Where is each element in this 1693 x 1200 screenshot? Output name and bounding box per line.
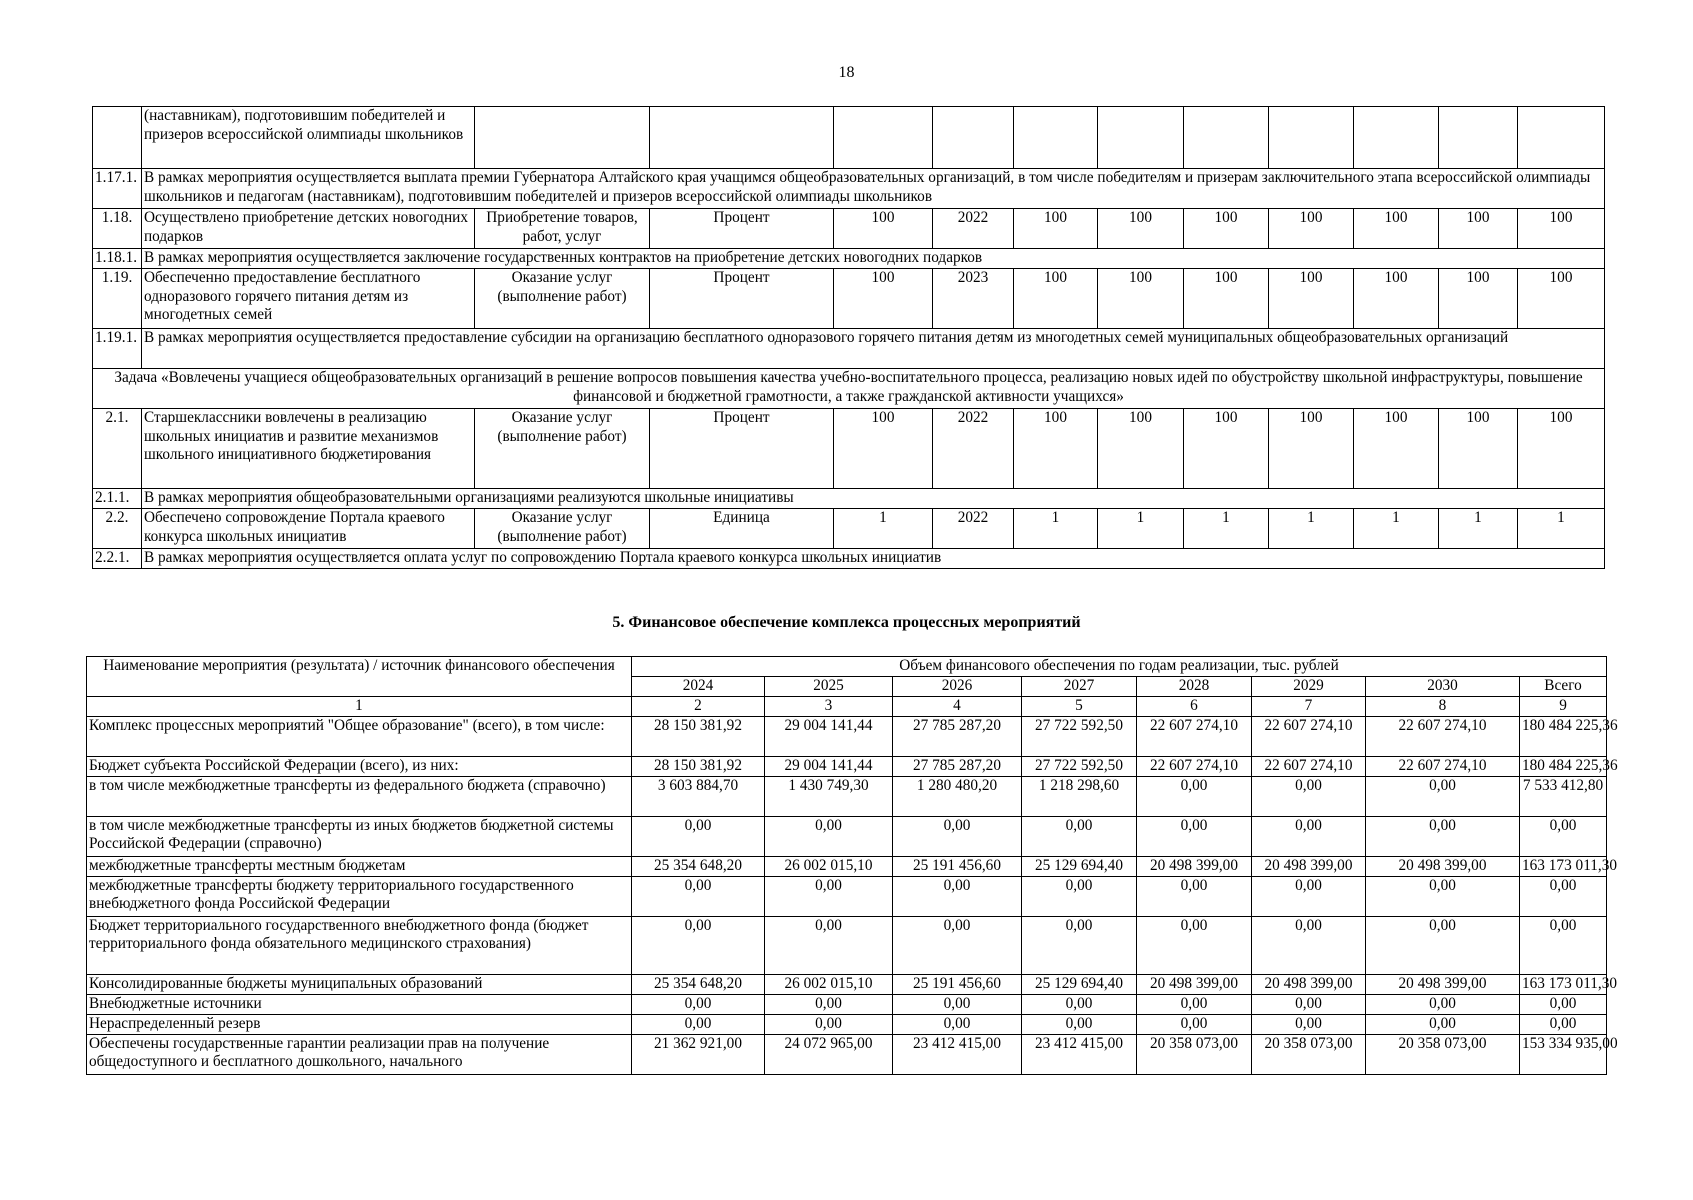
value-cell: 1	[1014, 509, 1098, 549]
amount-cell: 27 785 287,20	[893, 756, 1022, 776]
value-cell: 100	[1184, 209, 1269, 249]
amount-cell: 20 498 399,00	[1366, 974, 1520, 994]
year-header: 2029	[1252, 677, 1366, 697]
amount-cell: 180 484 225,36	[1520, 756, 1607, 776]
table-row	[87, 974, 1607, 994]
amount-cell: 0,00	[1366, 816, 1520, 856]
row-number: 1.19.	[93, 269, 142, 329]
amount-cell: 0,00	[1252, 816, 1366, 856]
amount-cell: 22 607 274,10	[1252, 716, 1366, 756]
amount-cell: 0,00	[632, 1014, 765, 1034]
table-row	[93, 269, 1605, 329]
amount-cell: 0,00	[1520, 876, 1607, 916]
source-name: Бюджет территориального государственного внебюджетного фонда (бюджет территориального фонда обязательного медицинского страхования)	[87, 916, 632, 974]
year-header: 2030	[1366, 677, 1520, 697]
amount-cell: 0,00	[1137, 994, 1252, 1014]
indicator-type: Оказание услуг (выполнение работ)	[475, 409, 650, 489]
amount-cell: 26 002 015,10	[765, 974, 893, 994]
amount-cell: 1 218 298,60	[1022, 776, 1137, 816]
amount-cell: 0,00	[632, 916, 765, 974]
value-cell: 100	[1014, 209, 1098, 249]
amount-cell: 20 498 399,00	[1252, 856, 1366, 876]
row-number: 1.18.	[93, 209, 142, 249]
table-row	[87, 776, 1607, 816]
value-cell: 100	[1269, 209, 1354, 249]
value-cell: 100	[1518, 269, 1605, 329]
amount-cell: 0,00	[765, 916, 893, 974]
amount-cell: 0,00	[1022, 916, 1137, 974]
amount-cell: 0,00	[1137, 876, 1252, 916]
indicator-unit: Процент	[650, 269, 834, 329]
source-name: Внебюджетные источники	[87, 994, 632, 1014]
description-text: В рамках мероприятия осуществляется предоставление субсидии на организацию бесплатного одноразового горячего питания детям из многодетных семей муниципальных общеобразовательных организаций	[142, 329, 1605, 369]
value-cell: 1	[1269, 509, 1354, 549]
indicator-type: Оказание услуг (выполнение работ)	[475, 509, 650, 549]
value-cell: 100	[1354, 269, 1439, 329]
amount-cell: 0,00	[765, 876, 893, 916]
table-row	[93, 209, 1605, 249]
description-text: В рамках мероприятия осуществляется заключение государственных контрактов на приобретение детских новогодних подарков	[142, 249, 1605, 269]
indicators-table	[92, 106, 1605, 569]
amount-cell: 23 412 415,00	[1022, 1034, 1137, 1074]
column-number: 4	[893, 697, 1022, 717]
year-header: 2028	[1137, 677, 1252, 697]
row-number: 2.2.	[93, 509, 142, 549]
section-title: 5. Финансовое обеспечение комплекса процессных мероприятий	[612, 614, 1081, 631]
column-number: 7	[1252, 697, 1366, 717]
amount-cell: 0,00	[1137, 776, 1252, 816]
amount-cell: 24 072 965,00	[765, 1034, 893, 1074]
amount-cell: 25 191 456,60	[893, 974, 1022, 994]
row-number: 2.2.1.	[93, 549, 142, 569]
column-number: 9	[1520, 697, 1607, 717]
row-number: 1.17.1.	[93, 169, 142, 209]
amount-cell: 0,00	[1022, 994, 1137, 1014]
amount-cell: 0,00	[765, 1014, 893, 1034]
indicator-unit: Процент	[650, 209, 834, 249]
amount-cell: 163 173 011,30	[1520, 856, 1607, 876]
amount-cell: 0,00	[1520, 916, 1607, 974]
value-cell: 1	[1354, 509, 1439, 549]
year-header: 2024	[632, 677, 765, 697]
amount-cell: 0,00	[1252, 994, 1366, 1014]
amount-cell: 0,00	[893, 816, 1022, 856]
base-year: 2022	[933, 209, 1014, 249]
value-cell: 100	[1439, 269, 1518, 329]
indicator-name: Обеспечено сопровождение Портала краевого конкурса школьных инициатив	[142, 509, 475, 549]
amount-cell: 25 354 648,20	[632, 974, 765, 994]
value-cell: 100	[1098, 209, 1184, 249]
year-header: Всего	[1520, 677, 1607, 697]
table-row	[87, 1014, 1607, 1034]
description-text: В рамках мероприятия общеобразовательными организациями реализуются школьные инициативы	[142, 489, 1605, 509]
amount-cell: 0,00	[893, 994, 1022, 1014]
value-cell: 1	[1184, 509, 1269, 549]
indicator-unit: Единица	[650, 509, 834, 549]
table-row	[87, 716, 1607, 756]
amount-cell: 27 785 287,20	[893, 716, 1022, 756]
task-heading: Задача «Вовлечены учащиеся общеобразовательных организаций в решение вопросов повышения качества учебно-воспитательного процесса, реализацию новых идей по обустройству школьной инфраструктуры, повышение финансовой и бюджетной грамотности, а также гражданской активности учащихся»	[93, 369, 1605, 409]
column-header-name: Наименование мероприятия (результата) / источник финансового обеспечения	[87, 657, 632, 697]
table-row	[87, 816, 1607, 856]
table-row	[87, 994, 1607, 1014]
description-text: В рамках мероприятия осуществляется оплата услуг по сопровождению Портала краевого конкурса школьных инициатив	[142, 549, 1605, 569]
amount-cell: 153 334 935,00	[1520, 1034, 1607, 1074]
table-header-row	[87, 657, 1607, 677]
value-cell: 100	[1098, 409, 1184, 489]
amount-cell: 26 002 015,10	[765, 856, 893, 876]
value-cell: 100	[1439, 209, 1518, 249]
table-row	[93, 107, 1605, 169]
year-header: 2026	[893, 677, 1022, 697]
amount-cell: 0,00	[1252, 916, 1366, 974]
table-row	[87, 1034, 1607, 1074]
amount-cell: 27 722 592,50	[1022, 716, 1137, 756]
amount-cell: 0,00	[1022, 876, 1137, 916]
value-cell: 100	[1184, 409, 1269, 489]
amount-cell: 0,00	[1366, 994, 1520, 1014]
source-name: межбюджетные трансферты местным бюджетам	[87, 856, 632, 876]
table-row	[93, 509, 1605, 549]
amount-cell: 0,00	[1022, 816, 1137, 856]
amount-cell: 7 533 412,80	[1520, 776, 1607, 816]
amount-cell: 0,00	[765, 994, 893, 1014]
indicator-name: Осуществлено приобретение детских новогодних подарков	[142, 209, 475, 249]
base-year: 2023	[933, 269, 1014, 329]
amount-cell: 0,00	[1366, 776, 1520, 816]
row-number: 2.1.1.	[93, 489, 142, 509]
amount-cell: 0,00	[632, 994, 765, 1014]
base-value: 100	[834, 409, 933, 489]
year-header: 2025	[765, 677, 893, 697]
table-row	[93, 249, 1605, 269]
amount-cell: 0,00	[1137, 1014, 1252, 1034]
indicator-name: Старшеклассники вовлечены в реализацию школьных инициатив и развитие механизмов школьного инициативного бюджетирования	[142, 409, 475, 489]
value-cell: 100	[1098, 269, 1184, 329]
column-number: 8	[1366, 697, 1520, 717]
amount-cell: 0,00	[1137, 916, 1252, 974]
base-value: 1	[834, 509, 933, 549]
amount-cell: 25 129 694,40	[1022, 856, 1137, 876]
value-cell: 100	[1269, 269, 1354, 329]
table-row	[87, 756, 1607, 776]
amount-cell: 22 607 274,10	[1252, 756, 1366, 776]
value-cell: 100	[1354, 409, 1439, 489]
amount-cell: 0,00	[1252, 876, 1366, 916]
amount-cell: 22 607 274,10	[1366, 756, 1520, 776]
amount-cell: 25 354 648,20	[632, 856, 765, 876]
table-row	[87, 856, 1607, 876]
amount-cell: 0,00	[1520, 1014, 1607, 1034]
amount-cell: 25 129 694,40	[1022, 974, 1137, 994]
amount-cell: 0,00	[893, 1014, 1022, 1034]
value-cell: 100	[1518, 209, 1605, 249]
amount-cell: 29 004 141,44	[765, 716, 893, 756]
amount-cell: 0,00	[1252, 776, 1366, 816]
column-number: 5	[1022, 697, 1137, 717]
amount-cell: 22 607 274,10	[1137, 756, 1252, 776]
amount-cell: 20 498 399,00	[1137, 856, 1252, 876]
amount-cell: 28 150 381,92	[632, 716, 765, 756]
source-name: Нераспределенный резерв	[87, 1014, 632, 1034]
amount-cell: 0,00	[1520, 816, 1607, 856]
table-row	[87, 876, 1607, 916]
amount-cell: 0,00	[1252, 1014, 1366, 1034]
table-row	[93, 169, 1605, 209]
value-cell: 100	[1184, 269, 1269, 329]
base-year: 2022	[933, 409, 1014, 489]
amount-cell: 0,00	[765, 816, 893, 856]
column-header-group: Объем финансового обеспечения по годам реализации, тыс. рублей	[632, 657, 1607, 677]
amount-cell: 0,00	[1022, 1014, 1137, 1034]
row-number: 2.1.	[93, 409, 142, 489]
table-row	[93, 369, 1605, 409]
amount-cell: 0,00	[1366, 1014, 1520, 1034]
amount-cell: 0,00	[632, 876, 765, 916]
amount-cell: 20 358 073,00	[1137, 1034, 1252, 1074]
value-cell: 100	[1518, 409, 1605, 489]
amount-cell: 0,00	[632, 816, 765, 856]
finance-body	[87, 716, 1618, 1074]
column-number: 1	[87, 697, 632, 717]
amount-cell: 28 150 381,92	[632, 756, 765, 776]
table-row	[93, 489, 1605, 509]
amount-cell: 0,00	[1520, 994, 1607, 1014]
amount-cell: 0,00	[1137, 816, 1252, 856]
amount-cell: 27 722 592,50	[1022, 756, 1137, 776]
page-number: 18	[838, 64, 855, 81]
source-name: Обеспечены государственные гарантии реализации прав на получение общедоступного и бесплатного дошкольного, начального	[87, 1034, 632, 1074]
value-cell: 1	[1098, 509, 1184, 549]
value-cell: 100	[1014, 269, 1098, 329]
source-name: Бюджет субъекта Российской Федерации (всего), из них:	[87, 756, 632, 776]
value-cell: 1	[1518, 509, 1605, 549]
table-row	[93, 329, 1605, 369]
table-row	[93, 409, 1605, 489]
amount-cell: 0,00	[1366, 876, 1520, 916]
amount-cell: 22 607 274,10	[1137, 716, 1252, 756]
value-cell: 100	[1014, 409, 1098, 489]
source-name: в том числе межбюджетные трансферты из федерального бюджета (справочно)	[87, 776, 632, 816]
column-number: 6	[1137, 697, 1252, 717]
amount-cell: 20 498 399,00	[1366, 856, 1520, 876]
indicator-type: Оказание услуг (выполнение работ)	[475, 269, 650, 329]
source-name: Комплекс процессных мероприятий "Общее образование" (всего), в том числе:	[87, 716, 632, 756]
amount-cell: 1 280 480,20	[893, 776, 1022, 816]
amount-cell: 0,00	[893, 916, 1022, 974]
finance-table	[86, 656, 1618, 1075]
source-name: в том числе межбюджетные трансферты из иных бюджетов бюджетной системы Российской Федерации (справочно)	[87, 816, 632, 856]
value-cell: 1	[1439, 509, 1518, 549]
amount-cell: 23 412 415,00	[893, 1034, 1022, 1074]
amount-cell: 22 607 274,10	[1366, 716, 1520, 756]
amount-cell: 3 603 884,70	[632, 776, 765, 816]
amount-cell: 20 358 073,00	[1252, 1034, 1366, 1074]
indicator-name: (наставникам), подготовившим победителей и призеров всероссийской олимпиады школьников	[142, 107, 475, 169]
base-year: 2022	[933, 509, 1014, 549]
amount-cell: 20 358 073,00	[1366, 1034, 1520, 1074]
column-number: 2	[632, 697, 765, 717]
value-cell: 100	[1269, 409, 1354, 489]
table-header-row	[87, 697, 1607, 717]
base-value: 100	[834, 269, 933, 329]
indicator-type: Приобретение товаров, работ, услуг	[475, 209, 650, 249]
indicator-name: Обеспеченно предоставление бесплатного одноразового горячего питания детям из многодетных семей	[142, 269, 475, 329]
amount-cell: 20 498 399,00	[1137, 974, 1252, 994]
amount-cell: 0,00	[1366, 916, 1520, 974]
base-value: 100	[834, 209, 933, 249]
description-text: В рамках мероприятия осуществляется выплата премии Губернатора Алтайского края учащимся общеобразовательных организаций, в том числе победителям и призерам заключительного этапа всероссийской олимпиады школьников и педагогам (наставникам), подготовившим победителей и призеров всероссийской олимпиады школьников	[142, 169, 1605, 209]
year-header: 2027	[1022, 677, 1137, 697]
source-name: межбюджетные трансферты бюджету территориального государственного внебюджетного фонда Российской Федерации	[87, 876, 632, 916]
row-number: 1.19.1.	[93, 329, 142, 369]
amount-cell: 0,00	[893, 876, 1022, 916]
amount-cell: 180 484 225,36	[1520, 716, 1607, 756]
amount-cell: 25 191 456,60	[893, 856, 1022, 876]
value-cell: 100	[1354, 209, 1439, 249]
amount-cell: 163 173 011,30	[1520, 974, 1607, 994]
table-row	[87, 916, 1607, 974]
amount-cell: 1 430 749,30	[765, 776, 893, 816]
amount-cell: 29 004 141,44	[765, 756, 893, 776]
indicator-unit: Процент	[650, 409, 834, 489]
amount-cell: 20 498 399,00	[1252, 974, 1366, 994]
value-cell: 100	[1439, 409, 1518, 489]
table-row	[93, 549, 1605, 569]
column-number: 3	[765, 697, 893, 717]
source-name: Консолидированные бюджеты муниципальных образований	[87, 974, 632, 994]
amount-cell: 21 362 921,00	[632, 1034, 765, 1074]
row-number: 1.18.1.	[93, 249, 142, 269]
